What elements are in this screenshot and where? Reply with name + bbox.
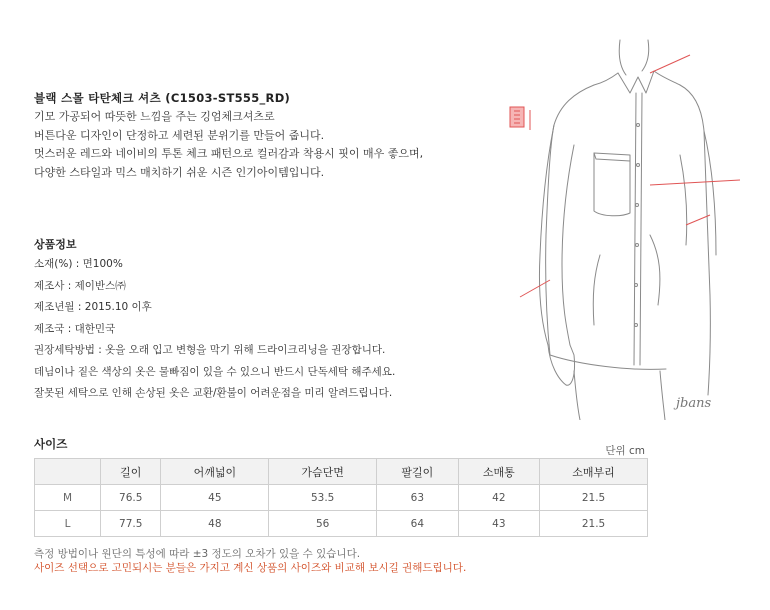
description-line: 다양한 스타일과 믹스 매치하기 쉬운 시즌 인기아이템입니다. xyxy=(34,165,325,179)
product-info-list xyxy=(34,254,395,405)
size-cell: 56 xyxy=(269,511,377,537)
size-col-header: 가슴단면 xyxy=(269,459,377,485)
size-cell: 42 xyxy=(458,485,540,511)
info-row: 데님이나 짙은 색상의 옷은 물빠짐이 있을 수 있으니 반드시 단독세탁 해주세요. xyxy=(34,365,396,378)
size-col-header: 소매부리 xyxy=(540,459,648,485)
size-col-header: 어깨넓이 xyxy=(161,459,269,485)
info-row: 잘못된 세탁으로 인해 손상된 옷은 교환/환불이 어려운점을 미리 알려드립니다. xyxy=(34,387,393,399)
size-cell: 63 xyxy=(377,485,459,511)
info-row: 권장세탁방법 : 옷을 오래 입고 변형을 막기 위해 드라이크리닝을 권장합니다. xyxy=(34,344,386,356)
size-col-header: 길이 xyxy=(101,459,161,485)
size-cell: 43 xyxy=(458,511,540,537)
info-row: 제조년월 : 2015.10 이후 xyxy=(34,301,152,313)
info-row: 제조사 : 제이반스㈜ xyxy=(34,279,126,292)
info-row: 소재(%) : 면100% xyxy=(34,258,123,270)
product-description xyxy=(34,108,423,182)
size-col-header: 팔길이 xyxy=(377,459,459,485)
size-cell: 53.5 xyxy=(269,485,377,511)
size-label: M xyxy=(35,485,101,511)
description-line: 멋스러운 레드와 네이비의 투톤 체크 패턴으로 컬러감과 착용시 핏이 매우 좋으며, xyxy=(34,147,424,160)
size-col-header: 소매통 xyxy=(458,459,540,485)
illustration-signature: jbans xyxy=(676,396,712,411)
size-cell: 21.5 xyxy=(540,511,648,537)
size-table xyxy=(34,458,648,537)
description-line: 기모 가공되어 따뜻한 느낌을 주는 깅엄체크셔츠로 xyxy=(34,110,275,123)
size-cell: 77.5 xyxy=(101,511,161,537)
measurement-note: 측정 방법이나 원단의 특성에 따라 ±3 정도의 오차가 있을 수 있습니다. xyxy=(34,548,361,560)
description-line: 버튼다운 디자인이 단정하고 세련된 분위기를 만들어 줍니다. xyxy=(34,128,325,142)
size-table-header-row xyxy=(35,459,648,485)
shirt-sketch-illustration xyxy=(490,35,760,420)
size-cell: 45 xyxy=(161,485,269,511)
product-info-heading: 상품정보 xyxy=(34,238,77,251)
table-row xyxy=(35,511,648,537)
product-title: 블랙 스몰 타탄체크 셔츠 (C1503-ST555_RD) xyxy=(34,91,291,105)
size-advice-note: 사이즈 선택으로 고민되시는 분들은 가지고 계신 상품의 사이즈와 비교해 보시길 권해드립니다. xyxy=(34,562,467,574)
size-unit-label: 단위 cm xyxy=(605,445,645,457)
size-label: L xyxy=(35,511,101,537)
size-cell: 21.5 xyxy=(540,485,648,511)
size-cell: 76.5 xyxy=(101,485,161,511)
table-row xyxy=(35,485,648,511)
size-cell: 48 xyxy=(161,511,269,537)
size-cell: 64 xyxy=(377,511,459,537)
size-heading: 사이즈 xyxy=(34,437,68,451)
info-row: 제조국 : 대한민국 xyxy=(34,322,116,335)
size-col-header xyxy=(35,459,101,485)
